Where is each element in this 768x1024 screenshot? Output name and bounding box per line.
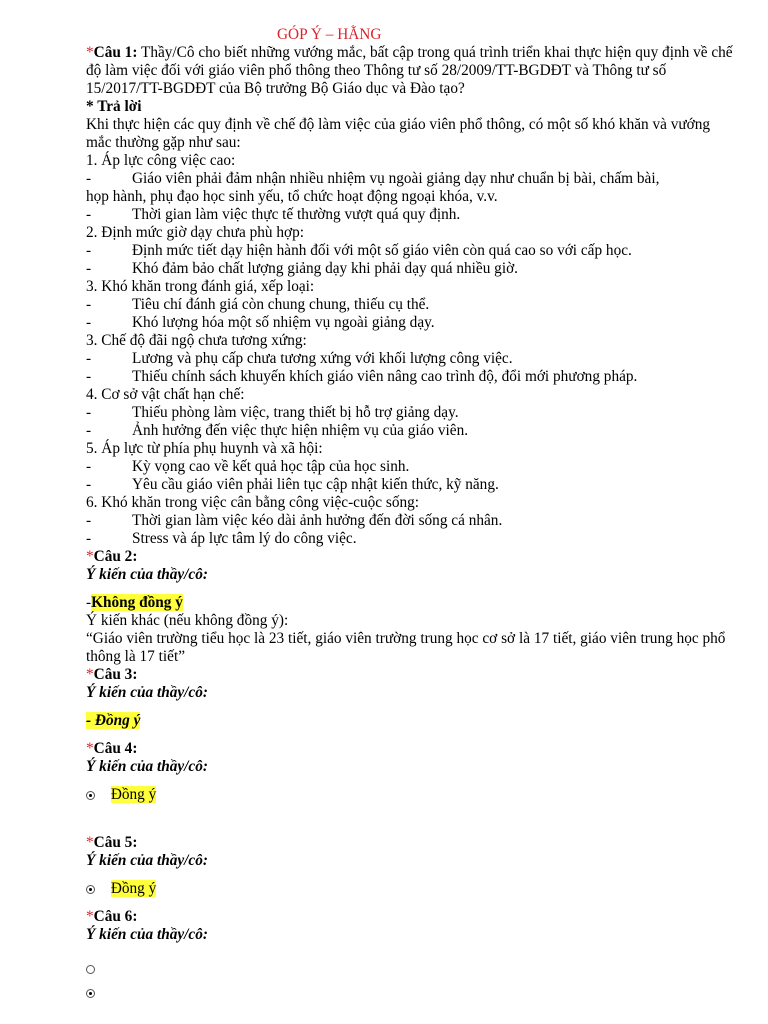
answer-highlight: Đồng ý	[110, 880, 157, 897]
question-3-label: *Câu 3:	[86, 666, 138, 683]
answer-highlight: Đồng ý	[110, 786, 157, 803]
answer-highlight: - Đồng ý	[86, 712, 141, 729]
list-dash: -	[86, 422, 92, 439]
list-item-text: Khó đảm bảo chất lượng giảng dạy khi phải dạy quá nhiều giờ.	[132, 260, 518, 277]
section-heading: 5. Áp lực từ phía phụ huynh và xã hội:	[86, 440, 323, 457]
answer-highlight: Không đồng ý	[91, 594, 183, 611]
list-item-continuation: họp hành, phụ đạo học sinh yếu, tổ chức hoạt động ngoại khóa, v.v.	[86, 188, 498, 205]
asterisk: *	[86, 44, 94, 61]
list-item-text: Thiếu chính sách khuyến khích giáo viên nâng cao trình độ, đổi mới phương pháp.	[132, 368, 638, 385]
question-2-answer: -Không đồng ý	[86, 594, 183, 611]
list-item	[86, 368, 736, 386]
section-heading: 6. Khó khăn trong việc cân bằng công việc-cuộc sống:	[86, 494, 420, 511]
question-6-option	[86, 984, 736, 1002]
list-item	[86, 170, 736, 188]
list-item-text: Stress và áp lực tâm lý do công việc.	[132, 530, 357, 547]
list-item-text: Lương và phụ cấp chưa tương xứng với khối lượng công việc.	[132, 350, 513, 367]
list-item-text: Ảnh hưởng đến việc thực hiện nhiệm vụ của giáo viên.	[132, 422, 469, 439]
radio-button[interactable]	[86, 885, 95, 894]
question-5-answer	[86, 880, 736, 898]
list-dash: -	[86, 296, 92, 313]
list-item-text: Tiêu chí đánh giá còn chung chung, thiếu cụ thể.	[132, 296, 430, 313]
question-4-label: *Câu 4:	[86, 740, 138, 757]
section-heading: 3. Chế độ đãi ngộ chưa tương xứng:	[86, 332, 307, 349]
other-opinion-label: Ý kiến khác (nếu không đồng ý):	[86, 612, 289, 629]
answer-heading: * Trả lời	[86, 98, 142, 115]
other-opinion-text: “Giáo viên trường tiểu học là 23 tiết, giáo viên trường trung học cơ sở là 17 tiết, giáo viên trung học phổ thông là 17 tiết”	[86, 630, 726, 665]
opinion-prompt: Ý kiến của thầy/cô:	[86, 926, 208, 943]
radio-button[interactable]	[86, 965, 95, 974]
list-dash: -	[86, 260, 92, 277]
list-item-text: Thời gian làm việc thực tế thường vượt quá quy định.	[132, 206, 461, 223]
list-item	[86, 260, 736, 278]
opinion-prompt: Ý kiến của thầy/cô:	[86, 852, 208, 869]
question-label: Câu 1:	[93, 44, 138, 61]
radio-button[interactable]	[86, 989, 95, 998]
list-dash: -	[86, 206, 92, 223]
list-dash: -	[86, 404, 92, 421]
list-item-text: Định mức tiết dạy hiện hành đối với một số giáo viên còn quá cao so với cấp học.	[132, 242, 632, 259]
question-6-label: *Câu 6:	[86, 908, 138, 925]
opinion-prompt: Ý kiến của thầy/cô:	[86, 684, 208, 701]
list-item-text: Giáo viên phải đảm nhận nhiều nhiệm vụ ngoài giảng dạy như chuẩn bị bài, chấm bài,	[132, 170, 660, 187]
list-item	[86, 458, 736, 476]
list-item-text: Kỳ vọng cao về kết quả học tập của học sinh.	[132, 458, 410, 475]
opinion-prompt: Ý kiến của thầy/cô:	[86, 758, 208, 775]
list-item	[86, 206, 736, 224]
question-text: Thầy/Cô cho biết những vướng mắc, bất cập trong quá trình triển khai thực hiện quy định về chế độ làm việc đối với giáo viên phổ thông theo Thông tư số 28/2009/TT-BGDĐT và Thông tư số 15/2017/TT-BGDĐT của Bộ trưởng Bộ Giáo dục và Đào tạo?	[86, 44, 733, 97]
list-dash: -	[86, 458, 92, 475]
page-title: GÓP Ý – HẰNG	[277, 26, 382, 43]
list-dash: -	[86, 242, 92, 259]
answer-sections	[86, 152, 736, 548]
list-item-text: Khó lượng hóa một số nhiệm vụ ngoài giảng dạy.	[132, 314, 435, 331]
section-heading: 2. Định mức giờ dạy chưa phù hợp:	[86, 224, 304, 241]
list-item	[86, 242, 736, 260]
question-4-answer	[86, 786, 736, 804]
list-item	[86, 422, 736, 440]
question-1-text	[86, 44, 736, 98]
list-dash: -	[86, 368, 92, 385]
question-2-label: *Câu 2:	[86, 548, 138, 565]
list-item	[86, 404, 736, 422]
list-dash: -	[86, 512, 92, 529]
list-item	[86, 296, 736, 314]
list-dash: -	[86, 530, 92, 547]
list-item	[86, 512, 736, 530]
list-item	[86, 350, 736, 368]
section-heading: 4. Cơ sở vật chất hạn chế:	[86, 386, 245, 403]
section-heading: 1. Áp lực công việc cao:	[86, 152, 236, 169]
answer-intro: Khi thực hiện các quy định về chế độ làm việc của giáo viên phổ thông, có một số khó khăn và vướng mắc thường gặp như sau:	[86, 116, 711, 151]
list-item	[86, 314, 736, 332]
list-dash: -	[86, 170, 92, 187]
list-item-text: Thời gian làm việc kéo dài ảnh hưởng đến đời sống cá nhân.	[132, 512, 503, 529]
opinion-prompt: Ý kiến của thầy/cô:	[86, 566, 208, 583]
question-1	[86, 44, 736, 1002]
section-heading: 3. Khó khăn trong đánh giá, xếp loại:	[86, 278, 315, 295]
list-item-text: Yêu cầu giáo viên phải liên tục cập nhật kiến thức, kỹ năng.	[132, 476, 499, 493]
list-dash: -	[86, 476, 92, 493]
list-item	[86, 530, 736, 548]
radio-button[interactable]	[86, 791, 95, 800]
question-5-label: *Câu 5:	[86, 834, 138, 851]
list-dash: -	[86, 314, 92, 331]
question-3-answer	[86, 712, 736, 730]
list-item	[86, 476, 736, 494]
list-dash: -	[86, 350, 92, 367]
question-6-option	[86, 960, 736, 978]
list-item-text: Thiếu phòng làm việc, trang thiết bị hỗ trợ giảng dạy.	[132, 404, 459, 421]
